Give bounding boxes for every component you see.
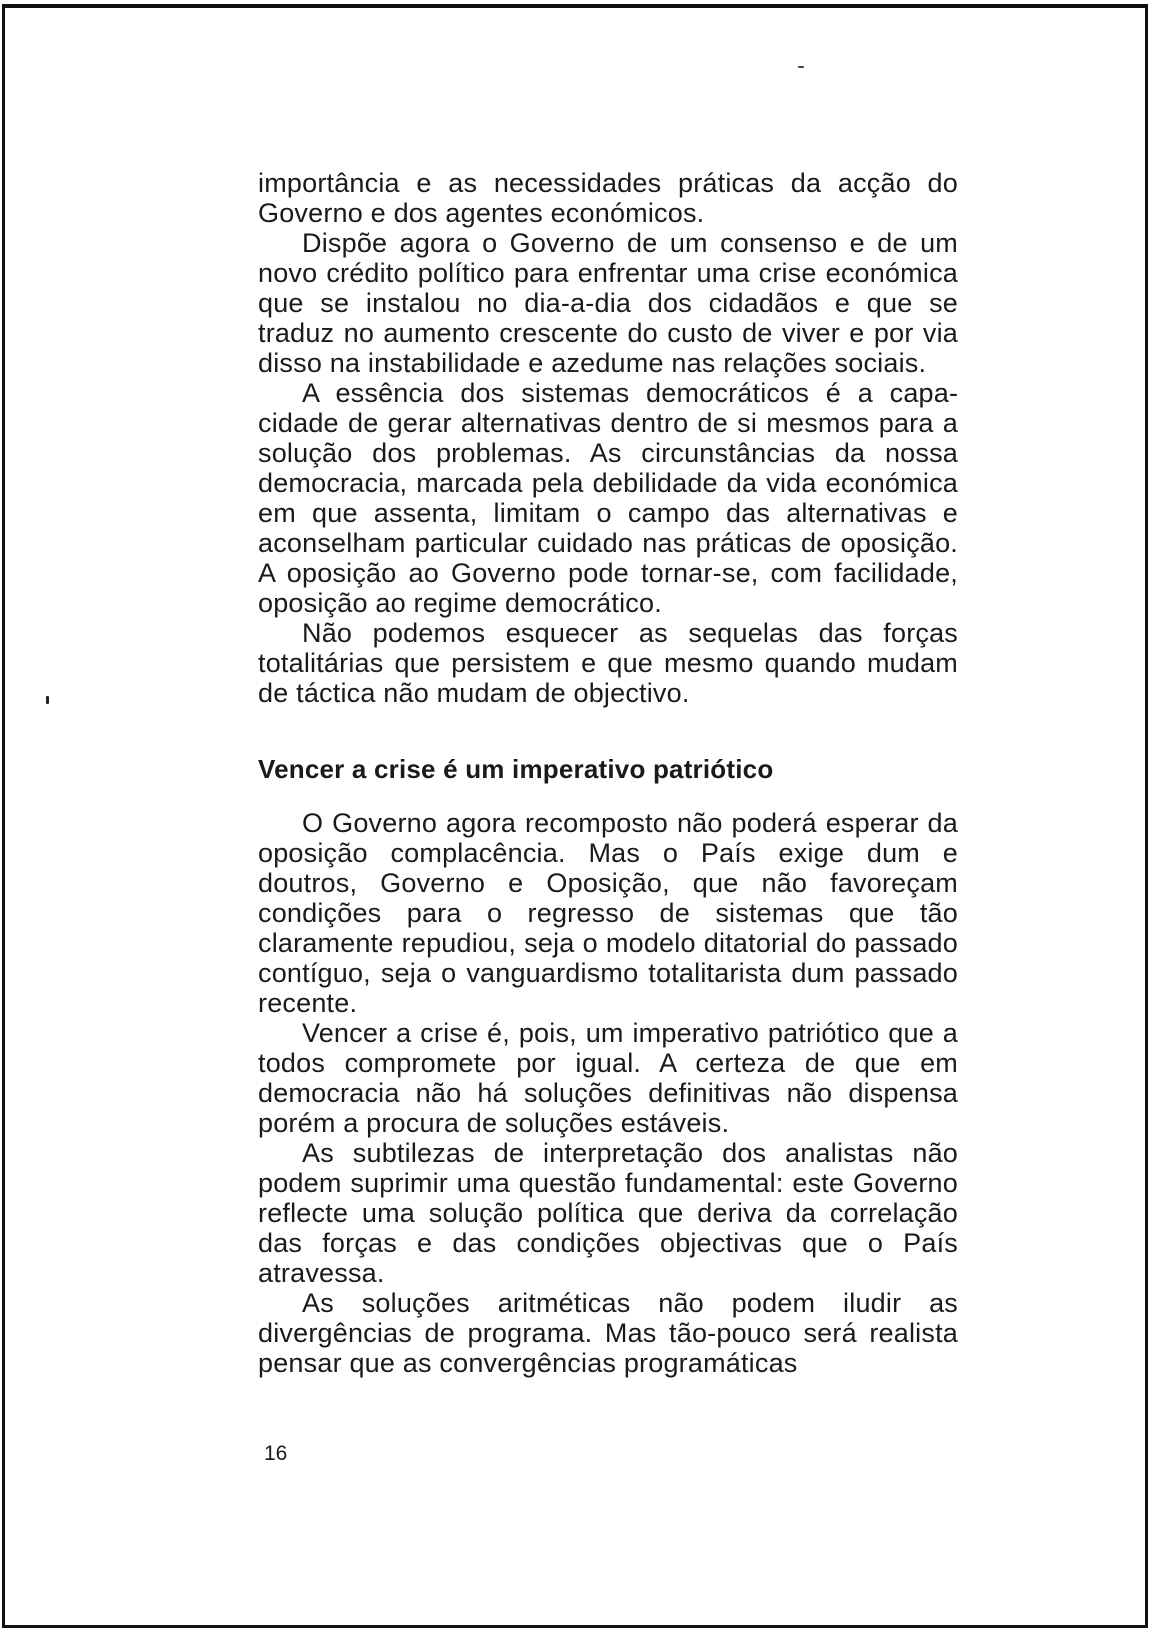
paragraph: importância e as necessidades práticas da acção do Governo e dos agentes económicos. bbox=[258, 168, 958, 228]
paragraph: As subtilezas de interpretação dos analistas não podem suprimir uma questão fundamental: este Governo reflecte uma solução política que deriva da correlação das forças e das condições objectivas que o País atravessa. bbox=[258, 1138, 958, 1288]
scan-speck bbox=[798, 66, 804, 68]
paragraph: As soluções aritméticas não podem iludir as divergências de programa. Mas tão-pouco será realista pensar que as convergências programáticas bbox=[258, 1288, 958, 1378]
paragraph: A essência dos sistemas democráticos é a capacidade de gerar alternativas dentro de si mesmos para a solução dos problemas. As circunstâncias da nossa democracia, marcada pela debilidade da vida económica em que assenta, limitam o campo das alternativas e aconselham particular cuidado nas práticas de oposição. A oposição ao Governo pode tornar-se, com facilidade, oposição ao regime democrático. bbox=[258, 378, 958, 618]
document-body bbox=[258, 168, 958, 1378]
scan-speck bbox=[46, 696, 49, 704]
page-number: 16 bbox=[264, 1442, 288, 1465]
paragraph: Dispõe agora o Governo de um consenso e de um novo crédito político para enfrentar uma crise económica que se instalou no dia-a-dia dos cidadãos e que se traduz no aumento crescente do custo de viver e por via disso na instabilidade e azedume nas relações sociais. bbox=[258, 228, 958, 378]
paragraph: Vencer a crise é, pois, um imperativo patriótico que a todos compromete por igual. A certeza de que em democracia não há soluções definitivas não dispensa porém a procura de soluções estáveis. bbox=[258, 1018, 958, 1138]
paragraph: O Governo agora recomposto não poderá esperar da oposição complacência. Mas o País exige dum e doutros, Governo e Oposição, que não favoreçam condições para o regresso de sistemas que tão claramente repudiou, seja o modelo ditatorial do passado contíguo, seja o vanguardismo totalitarista dum passado recente. bbox=[258, 808, 958, 1018]
section-heading: Vencer a crise é um imperativo patriótico bbox=[258, 754, 774, 784]
paragraph: Não podemos esquecer as sequelas das forças totalitárias que persistem e que mesmo quando mudam de táctica não mudam de objectivo. bbox=[258, 618, 958, 708]
